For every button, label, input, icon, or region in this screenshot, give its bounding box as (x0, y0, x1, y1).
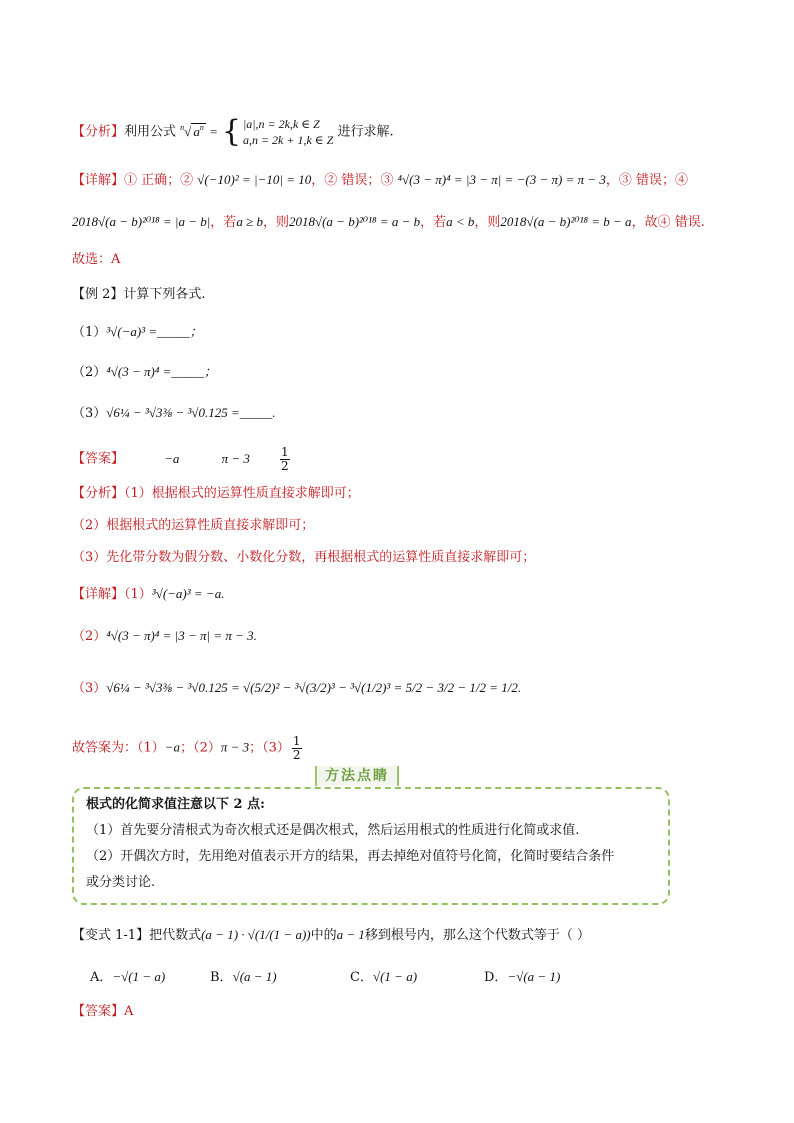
q2-label: （2） (72, 365, 107, 380)
analysis-tag: 【分析】 (72, 124, 125, 140)
detail-text-7: ，则 (474, 215, 501, 230)
analysis-2-s2: （2）根据根式的运算性质直接求解即可； (72, 518, 315, 533)
analysis-text: 利用公式 (124, 124, 177, 140)
method-point-2: （2）开偶次方时，先用绝对值表示开方的结果，再去掉绝对值符号化简，化简时要结合条件 (86, 849, 615, 864)
analysis-1-line (72, 116, 394, 148)
analysis-text-post: 进行求解. (337, 124, 394, 140)
d2-math: ⁴√(3 − π)⁴ = |3 − π| = π − 3. (106, 628, 257, 643)
d1-label: （1） (124, 587, 152, 602)
detail-text-5: ，则 (262, 215, 289, 230)
detail-1-line-2 (72, 212, 705, 233)
final-frac-num: 1 (292, 734, 301, 748)
option-a[interactable] (90, 968, 165, 987)
option-a-value: −√(1 − a) (112, 969, 166, 984)
detail-math-1: √(−10)² = |−10| = 10 (197, 172, 312, 187)
brace-icon: { (221, 114, 241, 149)
variant-math-2: a − 1 (336, 927, 365, 942)
choice-label: 故选： (72, 252, 112, 267)
method-point-3: 或分类讨论. (86, 875, 156, 890)
option-c-label: C． (350, 970, 373, 985)
answer-tag: 【答案】 (72, 451, 125, 467)
option-d[interactable] (484, 968, 560, 987)
formula-case-2: a,n = 2k + 1,k ∈ Z (242, 133, 334, 147)
variant-line (72, 925, 590, 946)
final-text: 故答案为：（1） (72, 740, 165, 756)
detail-2-line-3 (72, 678, 521, 699)
d2-label: （2） (72, 629, 107, 644)
option-b[interactable] (210, 968, 277, 987)
variant-math-1: (a − 1) · √(1/(1 − a)) (201, 927, 311, 942)
example-2-title: 【例 2】计算下列各式. (72, 287, 206, 302)
choice-value: A (111, 252, 121, 267)
detail-text-2: ，② 错误；③ (311, 173, 394, 188)
q2-math: ⁴√(3 − π)⁴ =_____； (106, 364, 217, 379)
choice-line (72, 250, 120, 270)
method-title: 方法点睛 (315, 766, 399, 786)
final-a1: −a (164, 739, 181, 755)
answer-2: π − 3 (221, 450, 250, 466)
q1-math: ³√(−a)³ =_____； (106, 324, 203, 339)
final-a2: π − 3 (220, 739, 250, 755)
detail-text-3: ，③ 错误；④ (605, 173, 689, 188)
detail-text-8: ，故④ 错误. (631, 215, 705, 230)
detail-text-4: ，若 (210, 215, 237, 230)
variant-tag: 【变式 1-1】 (72, 928, 150, 943)
option-d-value: −√(a − 1) (507, 969, 561, 984)
q1-label: （1） (72, 325, 107, 340)
detail-2-line-1 (72, 584, 224, 605)
option-b-value: √(a − 1) (232, 969, 277, 984)
final-a3-fraction (292, 735, 302, 761)
d3-label: （3） (72, 681, 107, 696)
formula-cases (243, 116, 333, 148)
detail-2-line-2 (72, 626, 257, 647)
final-answer-line (72, 735, 304, 761)
detail-2-tag: 【详解】 (72, 587, 125, 602)
analysis-2-s3: （3）先化带分数为假分数、小数化分数，再根据根式的运算性质直接求解即可； (72, 550, 536, 565)
detail-math-6: a < b (446, 214, 475, 229)
answer-3-fraction (280, 446, 290, 472)
variant-answer-line (72, 1002, 133, 1022)
method-heading: 根式的化简求值注意以下 2 点: (86, 797, 265, 812)
q3-math: √6¼ − ³√3⅜ − ³√0.125 =_____. (106, 405, 276, 420)
final-s3: ；（3） (249, 740, 290, 756)
d3-math: √6¼ − ³√3⅜ − ³√0.125 = √(5/2)² − ³√(3/2)³ − ³√(1/2)³ = 5/2 − 3/2 − 1/2 = 1/2. (106, 680, 522, 695)
analysis-2-s1: （1）根据根式的运算性质直接求解即可； (124, 486, 360, 501)
option-c-value: √(1 − a) (372, 969, 418, 984)
method-box (72, 787, 670, 905)
option-b-label: B． (210, 970, 233, 985)
variant-answer-value: A (124, 1004, 134, 1019)
method-point-1: （1）首先要分清根式为奇次根式还是偶次根式，然后运用根式的性质进行化简或求值. (86, 823, 580, 838)
answer-1: −a (164, 450, 180, 466)
detail-math-5: 2018√(a − b)²⁰¹⁸ = a − b (288, 214, 421, 229)
detail-text-6: ，若 (420, 215, 447, 230)
example-2-q2 (72, 362, 217, 383)
detail-math-2: ⁴√(3 − π)⁴ = |3 − π| = −(3 − π) = π − 3 (397, 172, 606, 187)
formula-case-1: |a|,n = 2k,k ∈ Z (242, 117, 320, 131)
d1-math: ³√(−a)³ = −a. (151, 586, 225, 601)
detail-1-line-1 (72, 170, 688, 191)
final-s2: ；（2） (180, 740, 221, 756)
answer-2-line (72, 446, 292, 472)
analysis-2-tag: 【分析】 (72, 486, 125, 501)
example-2-q1 (72, 322, 203, 343)
variant-text-1: 把代数式 (149, 928, 202, 943)
option-c[interactable] (350, 968, 417, 987)
detail-tag: 【详解】 (72, 173, 125, 188)
detail-text-1: ① 正确；② (124, 173, 194, 188)
q3-label: （3） (72, 406, 107, 421)
detail-math-7: 2018√(a − b)²⁰¹⁸ = b − a (500, 214, 632, 229)
analysis-2-line-1 (72, 484, 360, 504)
variant-text-3: 移到根号内，那么这个代数式等于（ ） (364, 928, 591, 943)
example-2-q3 (72, 403, 276, 424)
detail-math-4: a ≥ b (236, 214, 263, 229)
option-d-label: D． (484, 970, 508, 985)
frac-num: 1 (281, 445, 289, 459)
final-frac-den: 2 (292, 747, 301, 762)
nth-root-formula: $^n$√ $a^n$ = (180, 122, 218, 139)
option-a-label: A． (90, 970, 113, 985)
variant-answer-tag: 【答案】 (72, 1004, 125, 1019)
detail-math-3: 2018√(a − b)²⁰¹⁸ = |a − b| (72, 214, 211, 229)
variant-text-2: 中的 (310, 928, 337, 943)
frac-den: 2 (281, 458, 289, 473)
